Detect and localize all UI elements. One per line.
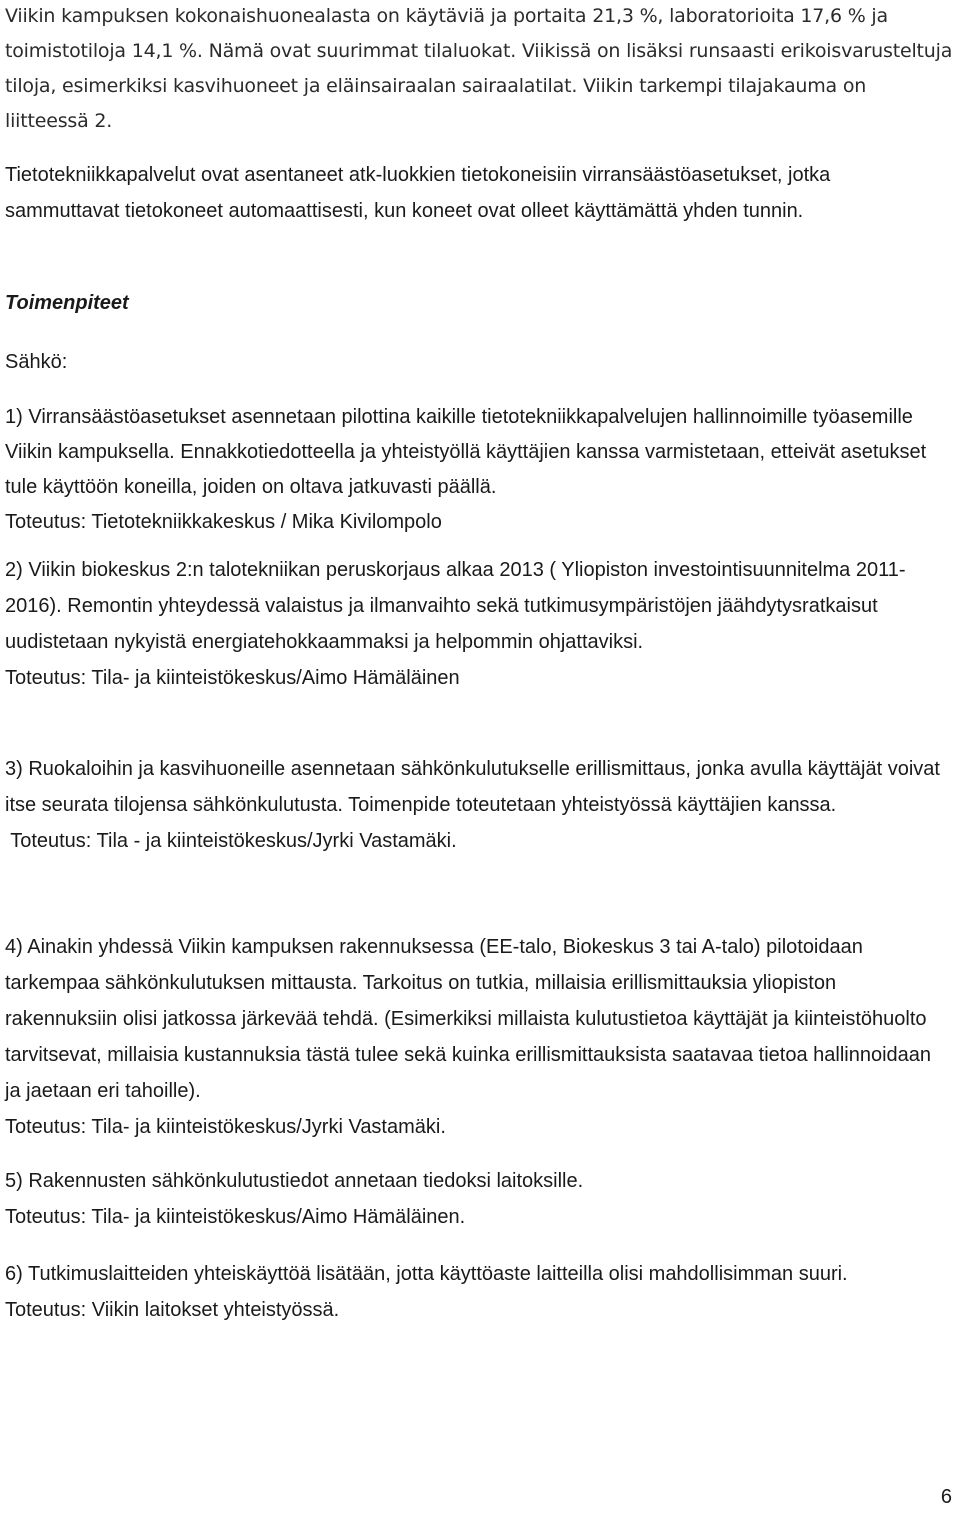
measure-1 [5,400,955,540]
measure-text: 6) Tutkimuslaitteiden yhteiskäyttöä lisätään, jotta käyttöaste laitteilla olisi mahdollisimman suuri. [5,1263,848,1285]
measure-responsible: Toteutus: Viikin laitokset yhteistyössä. [5,1299,340,1321]
measure-6 [5,1256,950,1328]
measure-text: 1) Virransäästöasetukset asennetaan pilottina kaikille tietotekniikkapalvelujen hallinnoimille työasemille Viikin kampuksella. Ennakkotiedotteella ja yhteistyöllä käyttäjien kanssa varmistetaan, etteivät asetukset tule käyttöön koneilla, joiden on oltava jatkuvasti päällä. [5,406,927,498]
measure-text: 2) Viikin biokeskus 2:n talotekniikan peruskorjaus alkaa 2013 ( Yliopiston investointisuunnitelma 2011-2016). Remontin yhteydessä valaistus ja ilmanvaihto sekä tutkimusympäristöjen jäähdytysratkaisut uudistetaan nykyistä energiatehokkaammaksi ja helpommin ohjattaviksi. [5,559,906,653]
measure-3 [5,751,957,859]
measure-text: 3) Ruokaloihin ja kasvihuoneille asennetaan sähkönkulutukselle erillismittaus, jonka avulla käyttäjät voivat itse seurata tilojensa sähkönkulutusta. Toimenpide toteutetaan yhteistyössä käyttäjien kanssa. [5,758,940,816]
measure-text: 4) Ainakin yhdessä Viikin kampuksen rakennuksessa (EE-talo, Biokeskus 3 tai A-talo) pilotoidaan tarkempaa sähkönkulutuksen mittausta. Tarkoitus on tutkia, millaisia erillismittauksia yliopiston rakennuksiin olisi jatkossa järkevää tehdä. (Esimerkiksi millaista kulutustietoa käyttäjät ja kiinteistöhuolto tarvitsevat, millaisia kustannuksia tästä tulee sekä kuinka erillismittauksista saatavaa tietoa hallinnoidaan ja jaetaan eri tahoille). [5,936,932,1102]
measure-5 [5,1163,955,1235]
measure-responsible: Toteutus: Tila- ja kiinteistökeskus/Aimo Hämäläinen. [5,1206,466,1228]
subheading: Sähkö: [5,351,68,373]
measure-text: 5) Rakennusten sähkönkulutustiedot annetaan tiedoksi laitoksille. [5,1170,584,1192]
intro-paragraph: Viikin kampuksen kokonaishuonealasta on käytäviä ja portaita 21,3 %, laboratorioita 17,6 % ja toimistotiloja 14,1 %. Nämä ovat suurimmat tilaluokat. Viikissä on lisäksi runsaasti erikoisvarusteltuja tiloja, esimerkiksi kasvihuoneet ja eläinsairaalan sairaalatilat. Viikin tarkempi tilajakauma on liitteessä 2. [5,5,953,132]
measure-responsible: Toteutus: Tila- ja kiinteistökeskus/Aimo Hämäläinen [5,667,460,689]
measure-responsible: Toteutus: Tietotekniikkakeskus / Mika Kivilompolo [5,511,442,533]
measure-responsible: Toteutus: Tila - ja kiinteistökeskus/Jyrki Vastamäki. [5,830,457,852]
measure-4 [5,929,940,1145]
measure-2 [5,552,950,696]
measure-responsible: Toteutus: Tila- ja kiinteistökeskus/Jyrki Vastamäki. [5,1116,446,1138]
it-paragraph: Tietotekniikkapalvelut ovat asentaneet atk-luokkien tietokoneisiin virransäästöasetukset, jotka sammuttavat tietokoneet automaattisesti, kun koneet ovat olleet käyttämättä yhden tunnin. [5,164,831,222]
section-heading: Toimenpiteet [5,292,129,314]
page-number: 6 [940,1486,952,1508]
